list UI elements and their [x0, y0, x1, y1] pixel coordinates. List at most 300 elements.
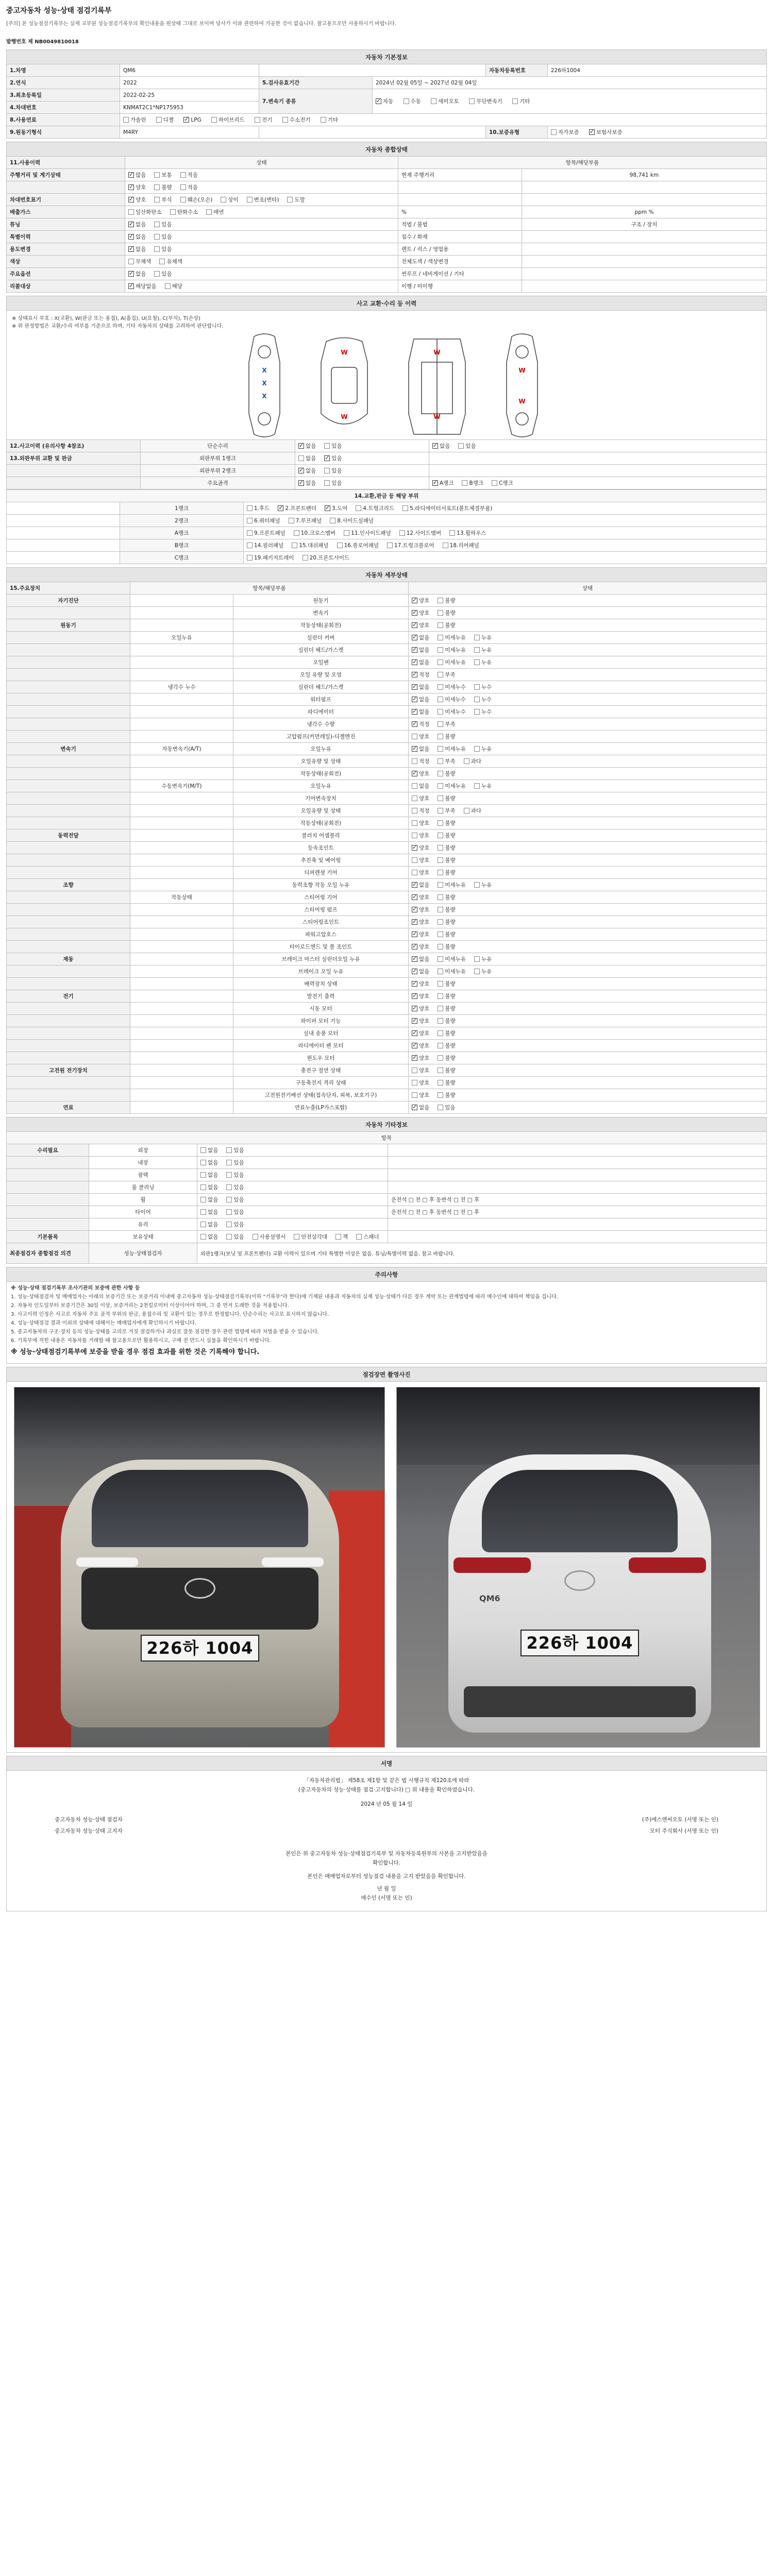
basic-label: 10.보증유형 — [486, 126, 548, 139]
option-label: 불량 — [445, 907, 456, 913]
checkbox[interactable] — [438, 919, 443, 925]
row-right-value — [522, 268, 767, 280]
checkbox[interactable] — [412, 758, 417, 764]
checkbox[interactable] — [438, 758, 443, 764]
checkbox[interactable] — [154, 246, 160, 252]
table-row — [7, 681, 767, 693]
group-label — [7, 842, 130, 854]
checkbox[interactable] — [221, 197, 226, 202]
checkbox[interactable] — [412, 783, 417, 789]
checkbox[interactable] — [438, 808, 443, 814]
document — [6, 5, 767, 1911]
row-options — [409, 916, 767, 928]
checkbox[interactable] — [294, 530, 299, 536]
checkbox[interactable] — [492, 480, 497, 486]
checkbox[interactable] — [128, 172, 134, 178]
checkbox[interactable] — [412, 944, 417, 950]
row-options — [125, 218, 398, 231]
checkbox[interactable] — [226, 1234, 232, 1240]
option-label: 불량 — [445, 1055, 456, 1061]
checkbox[interactable] — [438, 1067, 443, 1073]
checkbox[interactable] — [335, 1234, 341, 1240]
checkbox[interactable] — [438, 795, 443, 801]
checkbox[interactable] — [412, 870, 417, 875]
checkbox[interactable] — [438, 659, 443, 665]
row-options — [409, 792, 767, 805]
checkbox[interactable] — [206, 209, 212, 215]
checkbox[interactable] — [412, 993, 417, 999]
checkbox[interactable] — [247, 518, 253, 523]
checkbox[interactable] — [474, 684, 480, 690]
checkbox[interactable] — [412, 1018, 417, 1024]
checkbox[interactable] — [412, 1030, 417, 1036]
checkbox[interactable] — [356, 505, 361, 511]
checkbox[interactable] — [289, 518, 294, 523]
checkbox[interactable] — [438, 820, 443, 826]
row-options — [125, 206, 398, 218]
checkbox[interactable] — [247, 530, 253, 536]
option-label: 양호 — [419, 598, 430, 604]
sub-label — [130, 644, 233, 656]
rear-photo — [396, 1387, 760, 1748]
caution-item: 3. 사고이력 인정은 사고로 자동차 주요 골격 부위의 판금, 용접수리 및 교환이 있는 경우로 한정합니다. 단순수리는 사고로 표시하지 않습니다. — [11, 1312, 329, 1317]
row-right-value: ppm % — [522, 206, 767, 218]
group-label — [7, 1181, 89, 1194]
row-label: 배출가스 — [7, 206, 125, 218]
option-label: 1.후드 — [254, 505, 270, 512]
checkbox[interactable] — [226, 1160, 232, 1165]
checkbox[interactable] — [165, 283, 171, 289]
checkbox[interactable] — [412, 622, 417, 628]
table-row — [7, 194, 767, 206]
table-row — [7, 867, 767, 879]
table-row — [7, 231, 767, 243]
checkbox[interactable] — [438, 598, 443, 603]
checkbox[interactable] — [412, 981, 417, 987]
checkbox[interactable] — [226, 1172, 232, 1178]
checkbox[interactable] — [432, 480, 438, 486]
checkbox[interactable] — [438, 833, 443, 838]
group-label — [7, 1015, 130, 1027]
item-label: 실린더 헤드/가스켓 — [233, 681, 409, 693]
checkbox[interactable] — [438, 981, 443, 987]
checkbox[interactable] — [325, 505, 330, 511]
row-right-value — [522, 256, 767, 268]
checkbox[interactable] — [200, 1147, 206, 1153]
option-label: 하이브리드 — [219, 117, 245, 123]
checkbox[interactable] — [438, 622, 443, 628]
checkbox[interactable] — [474, 956, 480, 962]
checkbox[interactable] — [154, 172, 160, 178]
checkbox[interactable] — [128, 283, 134, 289]
checkbox[interactable] — [278, 505, 283, 511]
checkbox[interactable] — [412, 709, 417, 715]
car-outline-diagram — [244, 331, 553, 439]
checkbox[interactable] — [128, 184, 134, 190]
checkbox[interactable] — [438, 721, 443, 727]
checkbox[interactable] — [154, 234, 160, 240]
checkbox[interactable] — [474, 635, 480, 640]
checkbox[interactable] — [438, 894, 443, 900]
checkbox[interactable] — [438, 1080, 443, 1086]
checkbox[interactable] — [247, 197, 253, 202]
checkbox[interactable] — [474, 969, 480, 974]
checkbox[interactable] — [474, 882, 480, 888]
checkbox[interactable] — [412, 697, 417, 702]
checkbox[interactable] — [412, 1067, 417, 1073]
checkbox[interactable] — [298, 443, 304, 449]
checkbox[interactable] — [438, 647, 443, 653]
sub-label — [130, 817, 233, 829]
checkbox[interactable] — [412, 1080, 417, 1086]
checkbox[interactable] — [438, 969, 443, 974]
checkbox[interactable] — [123, 117, 129, 123]
checkbox[interactable] — [226, 1209, 232, 1215]
table-row — [7, 256, 767, 268]
option-label: 누수 — [481, 684, 492, 690]
checkbox[interactable] — [180, 197, 186, 202]
option-label: 부족 — [445, 721, 456, 727]
option-label: 18.리어패널 — [449, 543, 479, 549]
option-label: 없음 — [208, 1222, 219, 1228]
checkbox[interactable] — [551, 129, 557, 135]
checkbox[interactable] — [438, 944, 443, 950]
checkbox[interactable] — [464, 808, 469, 814]
row-options — [409, 718, 767, 731]
checkbox[interactable] — [128, 209, 134, 215]
option-label: 있음 — [233, 1147, 244, 1154]
checkbox[interactable] — [443, 543, 448, 548]
table-row — [7, 502, 767, 515]
sub-label: 수동변속기(M/T) — [130, 780, 233, 792]
sub-label: 냉각수 누수 — [130, 681, 233, 693]
col-label: 항목/해당부품 — [398, 157, 767, 169]
checkbox[interactable] — [438, 684, 443, 690]
checkbox[interactable] — [412, 598, 417, 603]
checkbox[interactable] — [282, 117, 288, 123]
checkbox[interactable] — [376, 98, 381, 104]
option-label: 누유 — [481, 969, 492, 975]
basic-info-table — [6, 49, 767, 139]
checkbox[interactable] — [183, 117, 189, 123]
checkbox[interactable] — [438, 672, 443, 677]
checkbox[interactable] — [412, 907, 417, 912]
checkbox[interactable] — [438, 1105, 443, 1110]
checkbox[interactable] — [438, 931, 443, 937]
caution-item: 4. 성능·상태점검 결과 이외의 상태에 대해서는 매매업자에게 확인하시기 바랍니다. — [11, 1320, 197, 1326]
checkbox[interactable] — [324, 455, 330, 461]
option-label: 부족 — [445, 672, 456, 678]
checkbox[interactable] — [412, 734, 417, 739]
checkbox[interactable] — [412, 1043, 417, 1048]
table-row — [7, 465, 767, 477]
checkbox[interactable] — [474, 746, 480, 752]
checkbox[interactable] — [438, 907, 443, 912]
checkbox[interactable] — [412, 820, 417, 826]
checkbox[interactable] — [128, 222, 134, 227]
table-row — [7, 817, 767, 829]
checkbox[interactable] — [128, 246, 134, 252]
checkbox[interactable] — [170, 209, 176, 215]
checkbox[interactable] — [200, 1209, 206, 1215]
checkbox[interactable] — [303, 555, 308, 561]
option-label: 있음 — [445, 1105, 456, 1111]
option-label: 없음 — [208, 1184, 219, 1191]
sub-label — [130, 941, 233, 953]
option-label: 2.프론트펜더 — [285, 505, 317, 512]
sign-line: (중고자동차의 성능·상태를 점검·고지합니다) □ 위 내용을 확인하였습니다. — [298, 1787, 475, 1793]
row-right — [398, 194, 522, 206]
checkbox[interactable] — [474, 783, 480, 789]
checkbox[interactable] — [438, 870, 443, 875]
sub-label — [130, 792, 233, 805]
option-label: 자가보증 — [558, 129, 579, 135]
row-options — [409, 941, 767, 953]
checkbox[interactable] — [438, 857, 443, 863]
checkbox[interactable] — [247, 555, 253, 561]
damage-mark: X — [262, 380, 267, 387]
checkbox[interactable] — [438, 882, 443, 888]
table-row — [7, 1101, 767, 1114]
checkbox[interactable] — [438, 1055, 443, 1061]
checkbox[interactable] — [412, 833, 417, 838]
checkbox[interactable] — [464, 758, 469, 764]
checkbox[interactable] — [200, 1222, 206, 1227]
row-options — [409, 978, 767, 990]
option-label: 무단변속기 — [476, 98, 502, 105]
option-label: 부족 — [445, 758, 456, 765]
checkbox[interactable] — [412, 969, 417, 974]
checkbox[interactable] — [438, 635, 443, 640]
checkbox[interactable] — [412, 956, 417, 962]
checkbox[interactable] — [438, 1092, 443, 1098]
option-label: 전기 — [262, 117, 273, 123]
checkbox[interactable] — [474, 697, 480, 702]
option-label: 미세누유 — [445, 956, 466, 962]
checkbox[interactable] — [321, 117, 326, 123]
checkbox[interactable] — [247, 543, 253, 548]
item-label: 윈도우 모터 — [233, 1052, 409, 1064]
checkbox[interactable] — [200, 1234, 206, 1240]
checkbox[interactable] — [154, 222, 160, 227]
checkbox[interactable] — [438, 993, 443, 999]
row-options — [409, 619, 767, 632]
car-diagram — [6, 311, 767, 439]
option-label: 미세누수 — [445, 684, 466, 690]
item-label: 실내 송풍 모터 — [233, 1027, 409, 1040]
checkbox[interactable] — [438, 1043, 443, 1048]
checkbox[interactable] — [412, 721, 417, 727]
checkbox[interactable] — [253, 1234, 258, 1240]
checkbox[interactable] — [154, 197, 160, 202]
table-row — [7, 842, 767, 854]
caution-item: 6. 기록부에 적힌 내용은 자동차를 거래할 때 참고용으로만 활용하시고, 구매 전 반드시 실물을 확인하시기 바랍니다. — [11, 1338, 271, 1344]
checkbox[interactable] — [412, 684, 417, 690]
option-label: 부족 — [445, 808, 456, 814]
row-extra — [388, 1169, 767, 1181]
checkbox[interactable] — [200, 1197, 206, 1202]
checkbox[interactable] — [294, 1234, 299, 1240]
checkbox[interactable] — [438, 845, 443, 851]
checkbox[interactable] — [298, 480, 304, 486]
document-number-value: NB0049810018 — [35, 39, 79, 45]
checkbox[interactable] — [474, 647, 480, 653]
checkbox[interactable] — [438, 1018, 443, 1024]
checkbox[interactable] — [438, 610, 443, 616]
engine-type: M4RY — [120, 126, 259, 139]
checkbox[interactable] — [412, 659, 417, 665]
checkbox[interactable] — [438, 709, 443, 715]
checkbox[interactable] — [226, 1184, 232, 1190]
checkbox[interactable] — [226, 1197, 232, 1202]
checkbox[interactable] — [226, 1222, 232, 1227]
checkbox[interactable] — [412, 919, 417, 925]
row-label: 13.외판부위 교환 및 판금 — [7, 452, 141, 465]
blank-cell — [7, 515, 120, 527]
checkbox[interactable] — [438, 771, 443, 776]
option-label: 적음 — [187, 172, 198, 178]
notice-text: [주의] 본 성능점검기록부는 실제 교부된 성능점검기록부의 확인내용을 원상태 그대로 보이며 당사가 이와 관련하여 가공한 것이 없습니다. 참고용으로만 사용하시기 바랍니다. — [6, 21, 397, 27]
checkbox[interactable] — [200, 1160, 206, 1165]
checkbox[interactable] — [324, 480, 330, 486]
checkbox[interactable] — [298, 468, 304, 473]
checkbox[interactable] — [431, 98, 436, 104]
item-label: 라디에이터 — [233, 706, 409, 718]
row-options — [295, 452, 429, 465]
checkbox[interactable] — [438, 697, 443, 702]
checkbox[interactable] — [438, 956, 443, 962]
notifier-label: 중고자동차 성능·상태 고지자 — [55, 1828, 123, 1834]
checkbox[interactable] — [412, 635, 417, 640]
table-row — [7, 693, 767, 706]
checkbox[interactable] — [438, 1030, 443, 1036]
checkbox[interactable] — [412, 1105, 417, 1110]
checkbox[interactable] — [399, 530, 405, 536]
checkbox[interactable] — [287, 197, 293, 202]
checkbox[interactable] — [324, 468, 330, 473]
checkbox[interactable] — [412, 647, 417, 653]
row-options — [409, 829, 767, 842]
checkbox[interactable] — [412, 1092, 417, 1098]
table-row — [7, 978, 767, 990]
option-label: 4.트렁크리드 — [363, 505, 395, 512]
blank-cell — [7, 502, 120, 515]
checkbox[interactable] — [412, 610, 417, 616]
option-label: 있음 — [233, 1184, 244, 1191]
checkbox[interactable] — [226, 1147, 232, 1153]
checkbox[interactable] — [449, 530, 455, 536]
checkbox[interactable] — [337, 543, 343, 548]
item-label: 클러치 어셈블리 — [233, 829, 409, 842]
checkbox[interactable] — [438, 1006, 443, 1011]
item-label: 브레이크 오일 누유 — [233, 965, 409, 978]
checkbox[interactable] — [387, 543, 393, 548]
checkbox[interactable] — [412, 931, 417, 937]
row-options — [125, 181, 398, 194]
checkbox[interactable] — [128, 234, 134, 240]
checkbox[interactable] — [324, 443, 330, 449]
checkbox[interactable] — [211, 117, 217, 123]
checkbox[interactable] — [458, 443, 464, 449]
checkbox[interactable] — [462, 480, 467, 486]
row-options — [409, 1101, 767, 1114]
sub-label — [130, 595, 233, 607]
checkbox[interactable] — [180, 172, 186, 178]
option-label: 17.트렁크플로어 — [394, 543, 434, 549]
row-options — [244, 552, 767, 564]
checkbox[interactable] — [356, 1234, 362, 1240]
row-right-value — [522, 181, 767, 194]
checkbox[interactable] — [412, 771, 417, 776]
option-label: 없음 — [419, 969, 430, 975]
checkbox[interactable] — [412, 746, 417, 752]
checkbox[interactable] — [412, 894, 417, 900]
checkbox[interactable] — [438, 783, 443, 789]
basic-label: 7.변속기 종류 — [259, 89, 373, 114]
option-label: 양호 — [419, 734, 430, 740]
blank-cell — [259, 64, 486, 77]
checkbox[interactable] — [404, 98, 409, 104]
checkbox[interactable] — [412, 845, 417, 851]
checkbox[interactable] — [159, 259, 165, 264]
option-label: 과다 — [470, 758, 481, 765]
basic-info-header: 자동차 기본정보 — [7, 50, 767, 64]
table-row — [7, 1089, 767, 1101]
checkbox[interactable] — [154, 271, 160, 277]
checkbox[interactable] — [154, 184, 160, 190]
checkbox[interactable] — [200, 1184, 206, 1190]
group-label — [7, 669, 130, 681]
checkbox[interactable] — [412, 882, 417, 888]
checkbox[interactable] — [200, 1172, 206, 1178]
checkbox[interactable] — [156, 117, 162, 123]
checkbox[interactable] — [469, 98, 475, 104]
checkbox[interactable] — [292, 543, 297, 548]
checkbox[interactable] — [474, 709, 480, 715]
option-label: 누유 — [481, 746, 492, 752]
checkbox[interactable] — [512, 98, 518, 104]
checkbox[interactable] — [128, 259, 134, 264]
table-row — [7, 854, 767, 867]
checkbox[interactable] — [412, 1006, 417, 1011]
checkbox[interactable] — [330, 518, 335, 523]
checkbox[interactable] — [412, 1055, 417, 1061]
item-label: 실린더 커버 — [233, 632, 409, 644]
checkbox[interactable] — [402, 505, 408, 511]
checkbox[interactable] — [128, 197, 134, 202]
checkbox[interactable] — [298, 455, 304, 461]
checkbox[interactable] — [432, 443, 438, 449]
checkbox[interactable] — [344, 530, 349, 536]
item-label: 실린더 헤드/가스켓 — [233, 644, 409, 656]
row-options — [409, 891, 767, 904]
checkbox[interactable] — [412, 672, 417, 677]
table-row — [7, 644, 767, 656]
checkbox[interactable] — [247, 505, 253, 511]
checkbox[interactable] — [412, 795, 417, 801]
checkbox[interactable] — [438, 746, 443, 752]
checkbox[interactable] — [412, 808, 417, 814]
checkbox[interactable] — [180, 184, 186, 190]
checkbox[interactable] — [128, 271, 134, 277]
group-label — [7, 1027, 130, 1040]
checkbox[interactable] — [589, 129, 595, 135]
group-label — [7, 1206, 89, 1218]
checkbox[interactable] — [438, 734, 443, 739]
checkbox[interactable] — [412, 857, 417, 863]
checkbox[interactable] — [255, 117, 260, 123]
checkbox[interactable] — [474, 659, 480, 665]
